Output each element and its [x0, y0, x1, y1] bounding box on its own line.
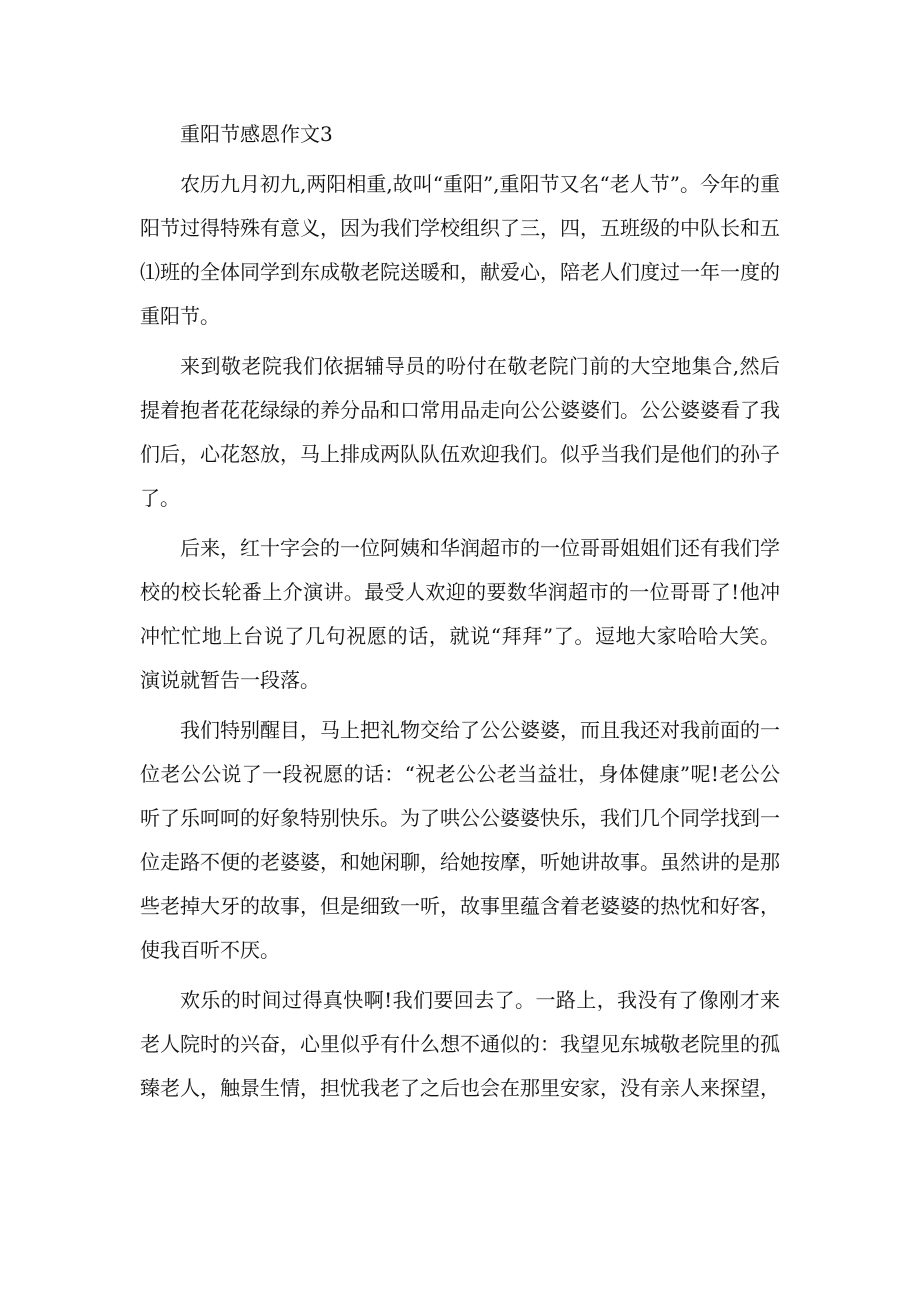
- paragraph-2: 来到敬老院我们依据辅导员的吩付在敬老院门前的大空地集合,然后提着抱者花花绿绿的养分品和口常用品走向公公婆婆们。公公婆婆看了我们后，心花怒放，马上排成两队队伍欢迎我们。似乎当我们是他们的孙子了。: [140, 354, 780, 510]
- document-title: 重阳节感恩作文3: [180, 122, 333, 146]
- paragraph-3: 后来，红十字会的一位阿姨和华润超市的一位哥哥姐姐们还有我们学校的校长轮番上介演讲。最受人欢迎的要数华润超市的一位哥哥了!他冲冲忙忙地上台说了几句祝愿的话，就说“拜拜”了。逗地大家哈哈大笑。演说就暂告一段落。: [140, 536, 780, 692]
- paragraph-4: 我们特别醒目，马上把礼物交给了公公婆婆，而且我还对我前面的一位老公公说了一段祝愿的话：“祝老公公老当益壮，身体健康”呢!老公公听了乐呵呵的好象特别快乐。为了哄公公婆婆快乐，我们几个同学找到一位走路不便的老婆婆，和她闲聊，给她按摩，听她讲故事。虽然讲的是那些老掉大牙的故事，但是细致一听，故事里蕴含着老婆婆的热忱和好客，使我百听不厌。: [140, 718, 780, 962]
- document-page: [140, 112, 780, 1110]
- paragraph-1: 农历九月初九,两阳相重,故叫“重阳”,重阳节又名“老人节”。今年的重阳节过得特殊有意义，因为我们学校组织了三，四，五班级的中队长和五⑴班的全体同学到东成敬老院送暖和，献爱心，陪老人们度过一年一度的重阳节。: [140, 172, 780, 328]
- paragraph-5: 欢乐的时间过得真快啊!我们要回去了。一路上，我没有了像刚才来老人院时的兴奋，心里似乎有什么想不通似的：我望见东城敬老院里的孤臻老人，触景生情，担忧我老了之后也会在那里安家，没有亲人来探望，: [140, 988, 780, 1100]
